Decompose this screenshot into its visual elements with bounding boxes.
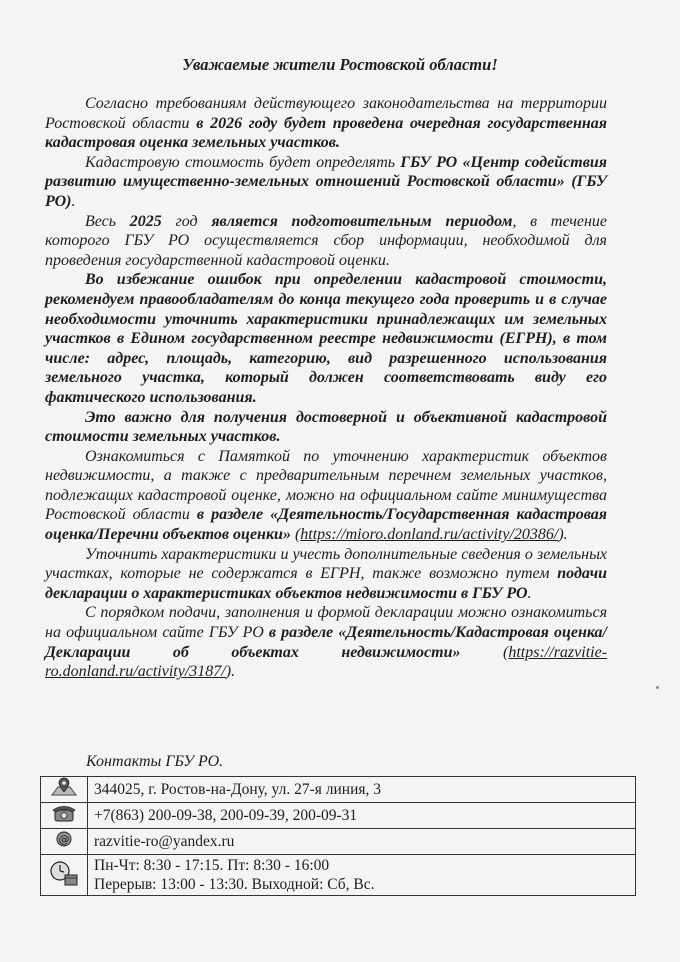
paragraph-text: , в течение которого ГБУ РО осуществляется сбор информации, необходимой для проведения государственной кадастровой оценки. — [45, 212, 608, 269]
paragraph-4 — [45, 270, 607, 407]
paragraph-text: ( — [460, 643, 509, 661]
scan-speck — [656, 686, 659, 689]
hours-line: Перерыв: 13:00 - 13:30. Выходной: Сб, Вс. — [94, 876, 375, 893]
contacts-table — [40, 776, 636, 896]
paragraph-text: ). — [225, 663, 236, 681]
contacts-row-email — [41, 829, 636, 855]
paragraph-text: Весь — [85, 212, 130, 230]
contacts-icon-cell — [41, 855, 88, 896]
paragraph-text: Уточнить характеристики и учесть дополнительные сведения о земельных участках, которые не содержатся в ЕГРН, также возможно путем — [45, 545, 607, 583]
contact-phone: +7(863) 200-09-38, 200-09-39, 200-09-31 — [88, 803, 636, 829]
clock-icon — [48, 857, 80, 894]
paragraph-5 — [45, 408, 607, 447]
email-icon — [49, 829, 79, 854]
paragraph-bold: Это важно для получения достоверной и объективной кадастровой стоимости земельных участков. — [45, 408, 607, 446]
paragraph-bold: Во избежание ошибок при определении кадастровой стоимости, рекомендуем правообладателям до конца текущего года проверить и в случае необходимости уточнить характеристики принадлежащих им земельных участков в Едином государственном реестре недвижимости (ЕГРН), в том числе: адрес, площадь, категорию, вид разрешенного использования земельного участка, который должен соответствовать виду его фактического использования. — [45, 271, 607, 406]
contacts-row-address — [41, 777, 636, 803]
paragraph-text: . — [527, 584, 532, 602]
paragraph-text: Согласно требованиям действующего законодательства на территории Ростовской области — [45, 95, 607, 132]
paragraph-bold: является подготовительным периодом — [211, 212, 513, 230]
paragraph-text: ). — [558, 526, 568, 544]
telephone-icon — [49, 803, 79, 828]
gbu-ro-link[interactable]: https://razvitie-ro.donland.ru/activity/3187/ — [45, 643, 608, 681]
paragraph-bold: ГБУ РО «Центр содействия развитию имущественно-земельных отношений Ростовской области» (ГБУ РО) — [45, 153, 608, 210]
paragraph-1 — [45, 94, 607, 153]
paragraph-2 — [45, 153, 607, 212]
contacts-row-phone — [41, 803, 636, 829]
paragraph-bold: подачи декларации о характеристиках объектов недвижимости в ГБУ РО — [45, 565, 607, 602]
paragraph-text: С порядком подачи, заполнения и формой декларации можно ознакомиться на официальном сайте ГБУ РО — [45, 604, 607, 642]
paragraph-text: Кадастровую стоимость будет определять — [85, 153, 401, 171]
contacts-icon-cell — [41, 777, 88, 803]
paragraph-text: Ознакомиться с Памяткой по уточнению характеристик объектов недвижимости, а также с предварительным перечнем земельных участков, подлежащих кадастровой оценке, можно на официальном сайте минимущества Ростовской области — [45, 447, 607, 524]
svg-text:@: @ — [58, 833, 70, 846]
minimushchestvo-link[interactable]: https://mioro.donland.ru/activity/20386/ — [300, 526, 559, 544]
paragraph-3 — [45, 212, 607, 271]
paragraph-6 — [45, 447, 607, 545]
paragraph-7 — [45, 545, 607, 604]
hours-line: Пн-Чт: 8:30 - 17:15. Пт: 8:30 - 16:00 — [94, 857, 330, 874]
map-pin-icon — [49, 777, 79, 802]
document-body — [45, 94, 607, 682]
contacts-icon-cell — [41, 829, 88, 855]
contact-hours — [88, 855, 636, 896]
document-title: Уважаемые жители Ростовской области! — [182, 55, 498, 74]
paragraph-bold: в 2026 году будет проведена очередная государственная кадастровая оценка земельных участков. — [45, 114, 607, 152]
contact-address: 344025, г. Ростов-на-Дону, ул. 27-я линия, 3 — [88, 777, 636, 803]
contacts-icon-cell — [41, 803, 88, 829]
paragraph-8 — [45, 603, 607, 681]
paragraph-bold: в разделе «Деятельность/Кадастровая оценка/Декларации об объектах недвижимости» — [45, 624, 607, 661]
paragraph-bold: в разделе «Деятельность/Государственная кадастровая оценка/Перечни объектов оценки» — [45, 506, 608, 544]
paragraph-text: . — [71, 192, 76, 210]
contact-email[interactable]: razvitie-ro@yandex.ru — [88, 829, 636, 855]
paragraph-text: год — [161, 212, 212, 230]
paragraph-text: ( — [290, 526, 301, 544]
contacts-heading: Контакты ГБУ РО. — [86, 753, 224, 770]
paragraph-bold: 2025 — [129, 212, 162, 230]
contacts-row-hours — [41, 855, 636, 896]
